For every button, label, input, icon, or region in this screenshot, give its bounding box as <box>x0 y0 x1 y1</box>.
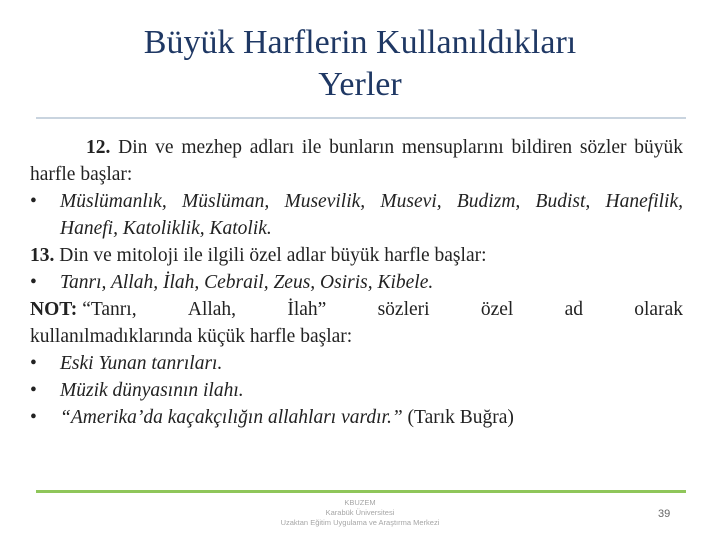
footer-line-1: KBUZEM <box>344 498 376 507</box>
footer-line-3: Uzaktan Eğitim Uygulama ve Araştırma Merkezi <box>280 518 440 527</box>
note-word: sözleri <box>377 299 430 320</box>
note-word: “Tanrı, <box>82 299 137 320</box>
page-number: 39 <box>658 508 671 520</box>
rule-13-number: 13. <box>30 245 55 266</box>
rule-13-paragraph <box>30 242 683 269</box>
note-word: özel <box>480 299 514 320</box>
note-word: ad <box>564 299 583 320</box>
bullet-item <box>30 377 683 404</box>
bullet-icon: • <box>30 191 37 212</box>
rule-12-text: Din ve mezhep adları ile bunların mensuplarını bildiren sözler büyük harfle başlar: <box>30 137 683 185</box>
rule-12-paragraph <box>30 134 683 188</box>
slide-title <box>60 22 660 106</box>
bullet-text: Müslümanlık, Müslüman, Musevilik, Musevi, Budizm, Budist, Hanefilik, Hanefi, Katoliklik, Katolik. <box>60 191 683 239</box>
bullet-item <box>30 404 683 431</box>
bullet-icon: • <box>30 272 37 293</box>
title-divider <box>36 117 686 119</box>
rule-12-number: 12. <box>86 137 111 158</box>
slide-body <box>30 134 683 431</box>
note-segment <box>30 296 137 323</box>
note-word: Allah, <box>187 299 237 320</box>
footer-divider <box>36 490 686 493</box>
bullet-text: Tanrı, Allah, İlah, Cebrail, Zeus, Osiris, Kibele. <box>60 272 434 293</box>
rule-13-text: Din ve mitoloji ile ilgili özel adlar büyük harfle başlar: <box>54 245 487 266</box>
note-label: NOT: <box>30 299 78 320</box>
bullet-icon: • <box>30 407 37 428</box>
bullet-source: (Tarık Buğra) <box>402 407 514 428</box>
bullet-text: Müzik dünyasının ilahı. <box>60 380 244 401</box>
bullet-text: Eski Yunan tanrıları. <box>60 353 223 374</box>
footer-institution <box>210 498 510 528</box>
bullet-item <box>30 350 683 377</box>
footer-line-2: Karabük Üniversitesi <box>325 508 395 517</box>
bullet-icon: • <box>30 380 37 401</box>
note-word: olarak <box>634 299 683 320</box>
slide-title-line-1: Büyük Harflerin Kullanıldıkları <box>143 24 577 61</box>
slide-title-line-2: Yerler <box>318 66 402 103</box>
note-word: İlah” <box>287 299 327 320</box>
bullet-item <box>30 188 683 242</box>
note-line-1 <box>30 296 683 323</box>
note-line-2: kullanılmadıklarında küçük harfle başlar: <box>30 326 353 347</box>
bullet-quote: “Amerika’da kaçakçılığın allahları vardır.” <box>60 407 403 428</box>
bullet-item <box>30 269 683 296</box>
bullet-icon: • <box>30 353 37 374</box>
